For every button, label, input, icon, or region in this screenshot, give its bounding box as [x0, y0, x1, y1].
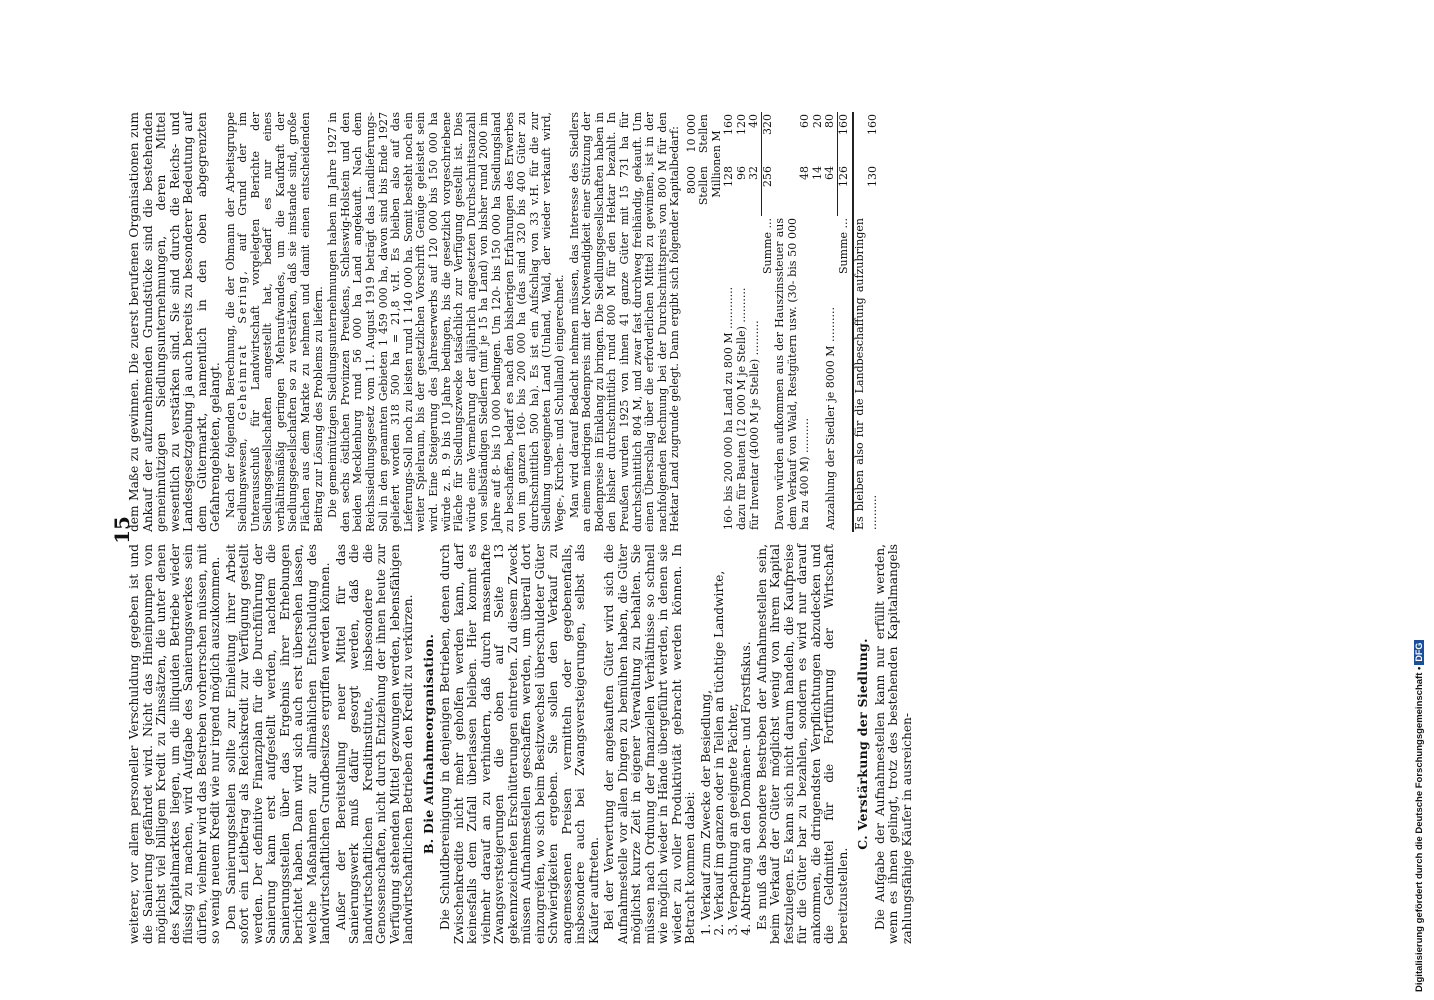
- value-10000-stellen: 120: [734, 114, 748, 135]
- capital-requirement-table: [686, 112, 880, 532]
- section-heading-c: C. Verstärkung der Siedlung.: [855, 638, 870, 850]
- person-name: Geheimrat Sering,: [236, 269, 250, 421]
- rotated-page-body: [110, 110, 1290, 950]
- column-header: 8000 Stellen: [684, 166, 711, 206]
- value-8000-stellen: 96: [734, 166, 748, 180]
- row-label: dazu für Bauten (12 000 M je Stelle) ..........: [734, 287, 748, 530]
- column-header: 10 000 Stellen: [684, 114, 711, 154]
- value-10000-stellen: 80: [823, 114, 837, 128]
- value-8000-stellen: 48: [798, 166, 812, 180]
- paragraph: Außer der Bereitstellung neuer Mittel für das Sanierungswerk muß dafür gesorgt werden, daß die landwirtschaftlichen Kreditinstitute, insbesondere die Genossenschaften, nicht durch Entziehung der ihnen heute zur Verfügung stehenden Mittel gezwungen werden, lebensfähigen landwirtschaftlichen Betrieben den Kredit zu verkürzen.: [333, 544, 415, 944]
- list-item: 1. Verkauf zum Zwecke der Besiedlung,: [700, 544, 714, 920]
- row-label: Davon würden aufkommen aus der Hauszinssteuer aus dem Verkauf von Wald, Restgütern usw. (30- bis 50 000 ha zu 400 M) ..........: [773, 218, 812, 530]
- value-8000-stellen: 32: [747, 166, 761, 180]
- value-8000-stellen: 128: [722, 166, 736, 187]
- value-10000-stellen: 160: [722, 114, 736, 135]
- text-run: auf Grund der im Unterausschuß für Landwirtschaft vorgelegten Berichte der Siedlungsgesellschaften angestellt hat, bedarf es nur eines verhältnismäßig geringen Mehraufwandes, um die Kaufkraft der Siedlungsgesellschaften so zu verstärken, daß sie imstande sind, große Flächen aus dem Markte zu nehmen und damit einen entscheidenden Beitrag zur Lösung des Problems zu liefern.: [236, 111, 325, 532]
- page-number: 15: [110, 516, 134, 544]
- table-row: [837, 112, 850, 532]
- digitization-credit: [1414, 640, 1425, 992]
- value-10000-stellen: 40: [747, 114, 761, 128]
- row-label: Anzahlung der Siedler je 8000 M ..........: [823, 306, 837, 530]
- value-10000-stellen: 320: [761, 112, 774, 164]
- value-8000-stellen: 64: [823, 166, 837, 180]
- dfg-logo: DFG: [1414, 640, 1424, 665]
- table-row: [774, 112, 812, 532]
- paragraph: Es muß das besondere Bestreben der Aufnahmestellen sein, beim Verkauf der Güter möglichst wenig von ihrem Kapital festzulegen. Es kann sich nicht darum handeln, die Kaufpreise für die Güter bar zu bezahlen, sondern es wird nur darauf ankommen, die dringendsten Verpflichtungen abzudecken und die Geldmittel für die Fortführung der Wirtschaft bereitzustellen.: [754, 544, 850, 944]
- value-10000-stellen: 160: [865, 114, 879, 135]
- paragraph: [225, 112, 326, 532]
- paragraph: Die gemeinnützigen Siedlungsunternehmungen haben im Jahre 1927 in den sechs östlichen Provinzen Preußens, Schleswig-Holstein und den beiden Mecklenburg rund 56 000 ha Land angekauft. Nach dem Reichssiedlungsgesetz vom 11. August 1919 beträgt das Landlieferungs-Soll in den genannten Gebieten 1 459 000 ha, davon sind bis Ende 1927 geliefert worden 318 500 ha = 21,8 v.H. Es bleiben also auf das Lieferungs-Soll noch zu leisten rund 1 140 000 ha. Somit besteht noch ein weiter Spielraum, bis der gesetzlichen Vorschrift Genüge geleistet sein wird. Eine Steigerung des Jahreserwerbs auf 120 000 bis 150 000 ha würde z. B. 9 bis 10 Jahre bedingen, bis die gesetzlich vorgeschriebene Fläche für Siedlungszwecke tatsächlich zur Verfügung gestellt ist. Dies würde eine Vermehrung der alljährlich angesetzten Durchschnittsanzahl von selbständigen Siedlern (mit je 15 ha Land) von bisher rund 2000 im Jahre auf 8- bis 10 000 bedingen. Um 120- bis 150 000 ha Siedlungsland zu beschaffen, bedarf es nach den bisherigen Erfahrungen des Erwerbes von im ganzen 160- bis 200 000 ha (das sind 320 bis 400 Güter zu durchschnittlich 500 ha). Es ist ein Aufschlag von 33 v.H. für die zur Siedlung ungeeigneten Land (Unland, Wald, der wieder verkauft wird, Wege-, Kirchen- und Schulland) eingerechnet.: [326, 112, 566, 532]
- paragraph: Die Aufgabe der Aufnahmestellen kann nur erfüllt werden, wenn es ihnen gelingt, trotz des bestehenden Kapitalmangels zahlungsfähige Käufer in ausreichen-: [872, 544, 914, 944]
- list-item: 2. Verkauf im ganzen oder in Teilen an tüchtige Landwirte,: [713, 544, 727, 920]
- credit-text: Digitalisierung gefördert durch die Deutsche Forschungsgemeinschaft •: [1414, 666, 1425, 992]
- value-10000-stellen: 60: [798, 114, 812, 128]
- value-8000-stellen: 126: [837, 164, 850, 216]
- value-10000-stellen: 160: [837, 112, 850, 164]
- row-label: Summe ...: [760, 218, 774, 274]
- unit-header: Millionen M: [709, 130, 723, 198]
- paragraph: weiterer, vor allem personeller Verschuldung gegeben ist und die Sanierung gefährdet wird. Nicht das Hineinpumpen von möglichst viel billigem Kredit zu Zinssätzen, die unter denen des Kapitalmarktes liegen, um die illiquiden Betriebe wieder flüssig zu machen, wird Aufgabe des Sanierungswerkes sein dürfen, vielmehr wird das Bestreben vorherrschen müssen, mit so wenig neuem Kredit wie nur irgend möglich auszukommen.: [127, 544, 222, 944]
- table-row: [723, 112, 736, 532]
- row-label: 160- bis 200 000 ha Land zu 800 M ............: [722, 286, 736, 530]
- paragraph: Man wird darauf Bedacht nehmen müssen, das Interesse des Siedlers an einem niedrigen Bodenpreis mit der Notwendigkeit einer Stützung der Bodenpreise in Einklang zu bringen. Die Siedlungsgesellschaften haben in den bisher durchschnittlich rund 800 M für den Hektar bezahlt. In Preußen wurden 1925 von ihnen 41 ganze Güter mit 15 731 ha für durchschnittlich 804 M, und zwar fast durchweg freihändig, gekauft. Um einen Überschlag über die erforderlichen Mittel zu gewinnen, ist in der nachfolgenden Rechnung bei der Durchschnittspreis von 800 M für den Hektar Land zugrunde gelegt. Dann ergibt sich folgender Kapitalbedarf:: [567, 112, 682, 532]
- right-column: [128, 112, 879, 532]
- paragraph: Bei der Verwertung der angekauften Güter wird sich die Aufnahmestelle vor allen Dingen zu bemühen haben, die Güter möglichst kurze Zeit in eigener Verwaltung zu behalten. Sie müssen nach Ordnung der finanziellen Verhältnisse so schnell wie möglich wieder in Hände übergeführt werden, in denen sie wieder zu voller Produktivität gebracht werden können. In Betracht kommen dabei:: [602, 544, 697, 944]
- list-item: 3. Verpachtung an geeignete Pächter,: [727, 544, 741, 920]
- value-10000-stellen: 20: [810, 114, 824, 128]
- row-label: [812, 216, 825, 532]
- row-label: Summe ...: [836, 218, 850, 274]
- table-row: [853, 112, 879, 532]
- section-heading-b: B. Die Aufnahmeorganisation.: [420, 633, 436, 855]
- value-8000-stellen: 256: [761, 164, 774, 216]
- table-row: [748, 112, 761, 532]
- paragraph: Die Schuldbereinigung in denjenigen Betrieben, denen durch Zwischenkredite nicht mehr geholfen werden kann, darf keinesfalls dem Zufall überlassen bleiben. Hier kommt es vielmehr darauf an zu verhindern, daß durch massenhafte Zwangsversteigerungen die oben auf Seite 13 gekennzeichneten Erschütterungen eintreten. Zu diesem Zweck müssen Aufnahmestellen geschaffen werden, um überall dort einzugreifen, wo sich beim Besitzwechsel überschuldeter Güter Schwierigkeiten ergeben. Sie sollen den Verkauf zu angemessenen Preisen vermitteln oder gegebenenfalls, insbesondere auch bei Zwangsversteigerungen, selbst als Käufer auftreten.: [438, 544, 601, 944]
- table-row: [824, 112, 837, 532]
- text-run: Nach der folgenden Berechnung, die der Obmann der Arbeitsgruppe Siedlungswesen,: [223, 112, 250, 532]
- paragraph: Den Sanierungsstellen sollte zur Einleitung ihrer Arbeit sofort ein Leitbetrag als Reichskredit zur Verfügung gestellt werden. Der definitive Finanzplan für die Durchführung der Sanierung kann erst aufgestellt werden, nachdem die Sanierungsstellen über das Ergebnis ihrer Erhebungen berichtet haben. Dann wird sich auch erst übersehen lassen, welche Maßnahmen zur allmählichen Entschuldung des landwirtschaftlichen Grundbesitzes ergriffen werden können.: [223, 544, 332, 944]
- table-body: [723, 112, 879, 532]
- row-label: Es bleiben also für die Landbeschaffung aufzubringen ..........: [853, 218, 879, 530]
- left-column: [128, 544, 916, 944]
- value-8000-stellen: 14: [810, 166, 824, 180]
- paragraph: dem Maße zu gewinnen. Die zuerst berufenen Organisationen zum Ankauf der aufzunehmenden Grundstücke sind die bestehenden gemeinnützigen Siedlungsunternehmungen, deren Mittel wesentlich zu verstärken sind. Sie sind durch die Reichs- und Landesgesetzgebung ja auch bereits zu besonderer Bedeutung auf dem Gütermarkt, namentlich in den oben abgegrenzten Gefahrengebieten, gelangt.: [127, 112, 222, 532]
- list-item: 4. Abtretung an den Domänen- und Forstfiskus.: [740, 544, 754, 920]
- row-label: für Inventar (4000 M je Stelle) ..........: [747, 320, 761, 530]
- measures-list: [700, 544, 754, 944]
- value-8000-stellen: 130: [865, 166, 879, 187]
